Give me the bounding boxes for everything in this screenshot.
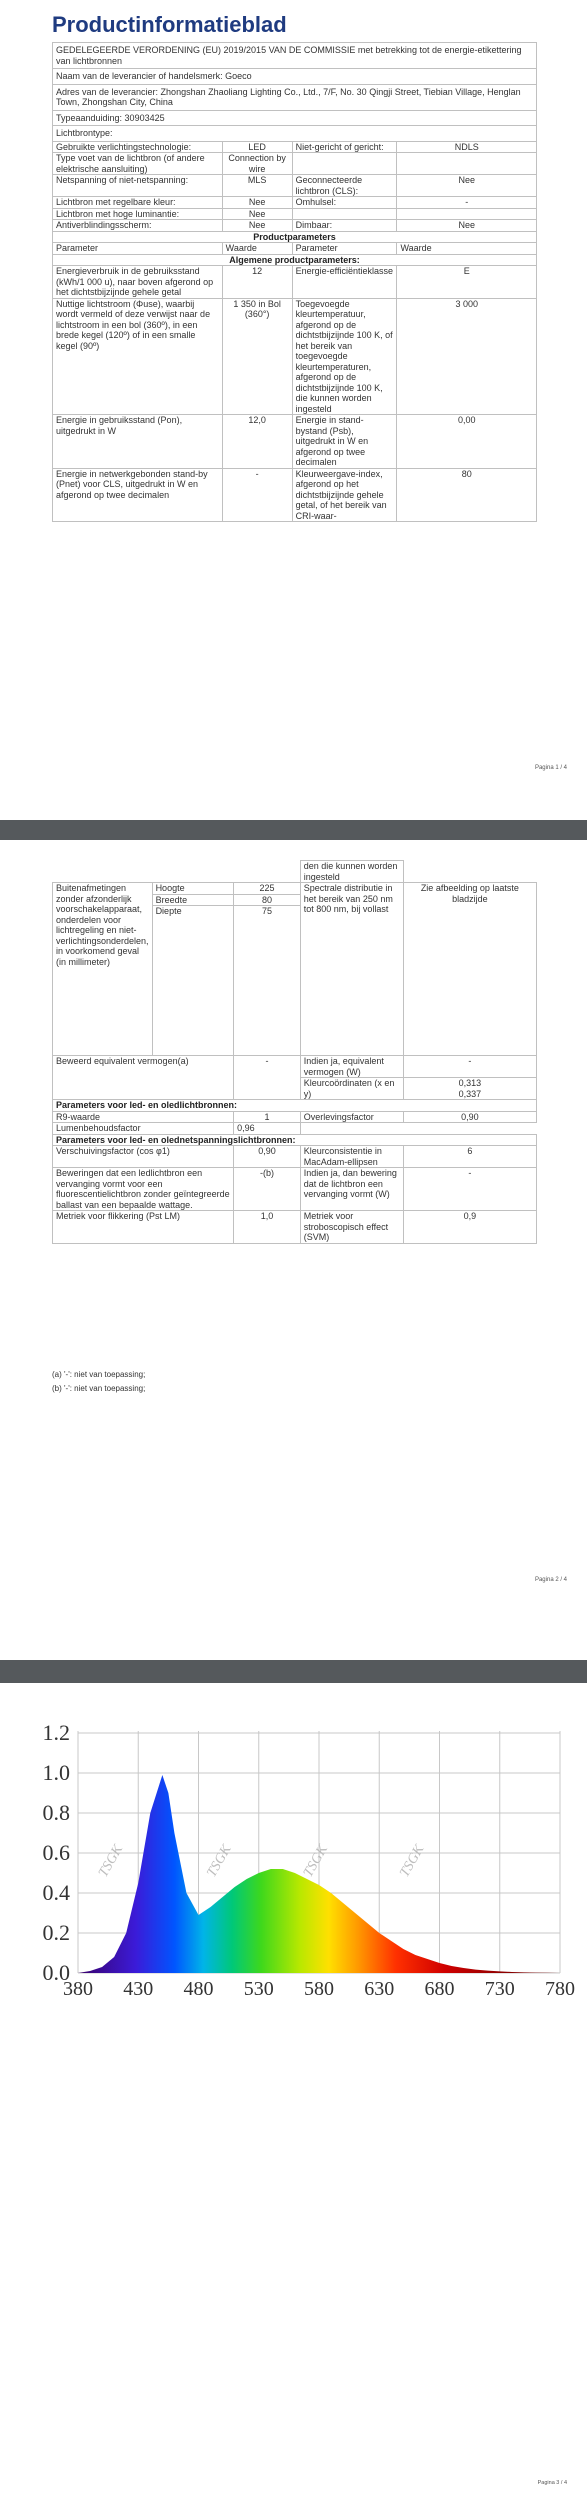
chroma-x: 0,313	[458, 1078, 482, 1088]
table-row	[53, 1111, 537, 1123]
table-row	[53, 298, 537, 415]
cell: 6	[403, 1146, 536, 1168]
cell: Nee	[397, 220, 537, 232]
page-title: Productinformatieblad	[52, 12, 287, 37]
cell: Nee	[222, 197, 292, 209]
watermark-text: TSGK	[397, 1842, 428, 1880]
table-row	[53, 266, 537, 299]
cell: 1,0	[234, 1211, 301, 1244]
cell: 1	[234, 1111, 301, 1123]
column-header: Waarde	[397, 243, 537, 255]
y-tick-label: 0.8	[42, 1800, 70, 1825]
y-tick-label: 0.2	[42, 1920, 70, 1945]
cell: Energie in gebruiksstand (Pon), uitgedrukt in W	[53, 415, 223, 469]
x-tick-label: 430	[123, 1978, 154, 2000]
cell: Lumenbehoudsfactor	[53, 1123, 234, 1135]
cell: -	[234, 1056, 301, 1100]
x-tick-label: 780	[545, 1978, 575, 2000]
y-tick-label: 1.2	[42, 1720, 70, 1745]
table-row	[53, 141, 537, 153]
cell: Nuttige lichtstroom (Φuse), waarbij wordt vermeld of deze verwijst naar de lichtstroom in een bol (360º), in een brede kegel (120º) of in een smalle kegel (90º)	[53, 298, 223, 415]
x-tick-label: 680	[424, 1978, 455, 2000]
light-type-header: Lichtbrontype:	[53, 126, 537, 142]
table-row	[53, 197, 537, 209]
dim-name: Hoogte	[152, 883, 234, 895]
cell: R9-waarde	[53, 1111, 234, 1123]
cell: Kleurcoördinaten (x en y)	[300, 1078, 403, 1100]
cell: 80	[397, 468, 537, 522]
x-tick-label: 380	[63, 1978, 93, 2000]
cell: -	[403, 1168, 536, 1211]
cell: Kleurweergave-index, afgerond op het dichtstbijzijnde gehele getal, of het bereik van CRI-waar-	[292, 468, 397, 522]
dim-name: Breedte	[152, 894, 234, 906]
cell: Nee	[397, 175, 537, 197]
cell: Energieverbruik in de gebruiksstand (kWh/1 000 u), naar boven afgerond op het dichtstbijzijnde gehele getal	[53, 266, 223, 299]
table-row	[53, 861, 537, 883]
cell: Kleurconsistentie in MacAdam-ellipsen	[300, 1146, 403, 1168]
cell: Beweerd equivalent vermogen(a)	[53, 1056, 234, 1100]
page-number: Pagina 2 / 4	[534, 1577, 567, 1583]
dim-value: 225	[234, 883, 301, 895]
cell: 0,9	[403, 1211, 536, 1244]
product-info-table	[52, 42, 537, 522]
spectral-distribution-chart	[0, 1683, 587, 2103]
cell: Nee	[222, 208, 292, 220]
cell: Beweringen dat een ledlichtbron een vervanging vormt voor een fluorescentielichtbron zonder geïntegreerde ballast van een bepaalde wattage.	[53, 1168, 234, 1211]
watermark-text: TSGK	[300, 1842, 332, 1880]
cell: MLS	[222, 175, 292, 197]
product-params-header: Productparameters	[53, 231, 537, 243]
cell: Indien ja, dan bewering dat de lichtbron een vervanging vormt (W)	[300, 1168, 403, 1211]
cell: Energie in stand-bystand (Psb), uitgedrukt in W en afgerond op twee decimalen	[292, 415, 397, 469]
mains-params-header: Parameters voor led- en olednetspanningslichtbronnen:	[53, 1134, 537, 1146]
cell: Antiverblindingsscherm:	[53, 220, 223, 232]
cell: 12	[222, 266, 292, 299]
x-tick-label: 630	[364, 1978, 395, 2000]
spectral-value: Zie afbeelding op laatste bladzijde	[403, 883, 536, 1056]
cell: 3 000	[397, 298, 537, 415]
column-header-row	[53, 243, 537, 255]
table-row	[53, 415, 537, 469]
cell: Lichtbron met hoge luminantie:	[53, 208, 223, 220]
table-row	[53, 468, 537, 522]
cell: Gebruikte verlichtingstechnologie:	[53, 141, 223, 153]
cell	[397, 153, 537, 175]
cell: Overlevingsfactor	[300, 1111, 403, 1123]
regulation-text: GEDELEGEERDE VERORDENING (EU) 2019/2015 VAN DE COMMISSIE met betrekking tot de energie-etikettering van lichtbronnen	[53, 43, 537, 69]
cell	[403, 1078, 536, 1100]
cell: -	[397, 197, 537, 209]
column-header: Parameter	[292, 243, 397, 255]
cell: Lichtbron met regelbare kleur:	[53, 197, 223, 209]
footnote-a: (a) '-': niet van toepassing;	[52, 1370, 146, 1379]
led-params-header: Parameters voor led- en oledlichtbronnen:	[53, 1100, 537, 1112]
cell: 0,00	[397, 415, 537, 469]
table-row	[53, 1211, 537, 1244]
table-row	[53, 883, 537, 895]
cell: 12,0	[222, 415, 292, 469]
table-row	[53, 153, 537, 175]
cell: Dimbaar:	[292, 220, 397, 232]
cell: Geconnecteerde lichtbron (CLS):	[292, 175, 397, 197]
page-3	[0, 1683, 587, 2510]
cell: Indien ja, equivalent vermogen (W)	[300, 1056, 403, 1078]
cell	[292, 153, 397, 175]
general-params-header: Algemene productparameters:	[53, 254, 537, 266]
cell: E	[397, 266, 537, 299]
cell: Nee	[222, 220, 292, 232]
cell: Type voet van de lichtbron (of andere elektrische aansluiting)	[53, 153, 223, 175]
cell: Netspanning of niet-netspanning:	[53, 175, 223, 197]
page-2	[0, 840, 587, 1660]
dim-name: Diepte	[152, 906, 234, 1056]
cell: Energie-efficiëntieklasse	[292, 266, 397, 299]
model-identifier: Typeaanduiding: 30903425	[53, 110, 537, 126]
cell: 1 350 in Bol (360°)	[222, 298, 292, 415]
cell: 0,96	[234, 1123, 301, 1135]
table-row	[53, 220, 537, 232]
cell: -	[403, 1056, 536, 1078]
table-row	[53, 1168, 537, 1211]
supplier-name: Naam van de leverancier of handelsmerk: Goeco	[53, 69, 537, 85]
dimensions-label: Buitenafmetingen zonder afzonderlijk voorschakelapparaat, onderdelen voor lichtregeling en niet-verlichtingsonderdelen, in voorkomend geval (in millimeter)	[53, 883, 153, 1056]
y-tick-label: 0.6	[42, 1840, 70, 1865]
table-row	[53, 1146, 537, 1168]
cell	[292, 208, 397, 220]
chroma-y: 0,337	[458, 1088, 482, 1099]
cell: Niet-gericht of gericht:	[292, 141, 397, 153]
cell: 0,90	[234, 1146, 301, 1168]
cell: Omhulsel:	[292, 197, 397, 209]
cell: Metriek voor flikkering (Pst LM)	[53, 1211, 234, 1244]
product-info-table-continued	[52, 860, 537, 1244]
cell: NDLS	[397, 141, 537, 153]
x-tick-label: 530	[243, 1978, 274, 2000]
cell: Connection by wire	[222, 153, 292, 175]
page-1	[0, 0, 587, 820]
x-tick-label: 480	[183, 1978, 214, 2000]
table-row	[53, 208, 537, 220]
footnote-b: (b) '-': niet van toepassing;	[52, 1384, 146, 1393]
table-row	[53, 1056, 537, 1078]
page-separator	[0, 820, 587, 840]
cell	[397, 208, 537, 220]
cell: Verschuivingsfactor (cos φ1)	[53, 1146, 234, 1168]
cell: Metriek voor stroboscopisch effect (SVM)	[300, 1211, 403, 1244]
watermark-text: TSGK	[96, 1842, 127, 1880]
dim-value: 75	[234, 906, 301, 1056]
page-separator	[0, 1660, 587, 1683]
cell: Toegevoegde kleurtemperatuur, afgerond op de dichtstbijzijnde 100 K, of het bereik van toegevoegde kleurtemperaturen, afgerond op de dichtstbijzijnde 100 K, die kunnen worden ingesteld	[292, 298, 397, 415]
cell: -(b)	[234, 1168, 301, 1211]
spectral-label: Spectrale distributie in het bereik van 250 nm tot 800 nm, bij vollast	[300, 883, 403, 1056]
y-tick-label: 1.0	[42, 1760, 70, 1785]
cell: 0,90	[403, 1111, 536, 1123]
watermark-text: TSGK	[204, 1842, 235, 1880]
y-tick-label: 0.4	[42, 1880, 70, 1905]
cell: -	[222, 468, 292, 522]
x-tick-label: 730	[484, 1978, 515, 2000]
table-row	[53, 175, 537, 197]
cell: LED	[222, 141, 292, 153]
x-tick-label: 580	[304, 1978, 334, 2000]
cell: Energie in netwerkgebonden stand-by (Pnet) voor CLS, uitgedrukt in W en afgerond op twee decimalen	[53, 468, 223, 522]
y-tick-label: 0.0	[42, 1960, 70, 1985]
table-row	[53, 1123, 537, 1135]
column-header: Parameter	[53, 243, 223, 255]
column-header: Waarde	[222, 243, 292, 255]
cell: den die kunnen worden ingesteld	[300, 861, 403, 883]
dim-value: 80	[234, 894, 301, 906]
supplier-address: Adres van de leverancier: Zhongshan Zhaoliang Lighting Co., Ltd., 7/F, No. 30 Qingji Street, Tiebian Village, Henglan Town, Zhongshan City, China	[53, 84, 537, 110]
page-number: Pagina 1 / 4	[534, 765, 567, 771]
page-number: Pagina 3 / 4	[537, 2480, 567, 2486]
